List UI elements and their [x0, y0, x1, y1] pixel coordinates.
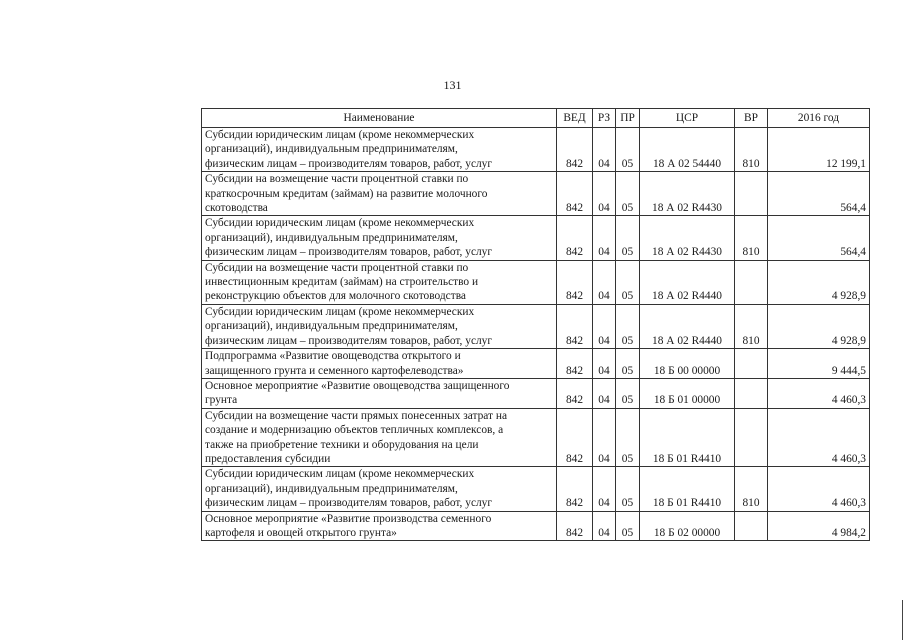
row-amount-cell: 4 984,2: [768, 511, 870, 541]
row-name-line: организаций), индивидуальным предпринимателям,: [205, 320, 458, 333]
budget-table: [201, 108, 870, 541]
row-name-line: Субсидии на возмещение части процентной ставки по: [205, 261, 469, 274]
row-csr-cell: 18 А 02 R4430: [640, 216, 735, 260]
row-name-line: грунта: [205, 394, 238, 407]
row-name-line: Подпрограмма «Развитие овощеводства открытого и: [205, 350, 461, 363]
row-name-line: Субсидии на возмещение части процентной ставки по: [205, 173, 469, 186]
row-amount-cell: 12 199,1: [768, 128, 870, 172]
row-name-line: реконструкцию объектов для молочного скотоводства: [205, 290, 466, 303]
row-name-line: организаций), индивидуальным предпринимателям,: [205, 231, 458, 244]
table-row: [202, 467, 870, 511]
row-pr-cell: 05: [616, 349, 640, 379]
row-amount-cell: 564,4: [768, 172, 870, 216]
row-vr-cell: [735, 378, 768, 408]
row-csr-cell: 18 Б 01 00000: [640, 378, 735, 408]
row-amount-cell: 4 460,3: [768, 467, 870, 511]
row-name-cell: [202, 349, 557, 379]
row-name-line: организаций), индивидуальным предпринимателям,: [205, 143, 458, 156]
row-name-line: физическим лицам – производителям товаров, работ, услуг: [205, 497, 493, 510]
row-rz-cell: 04: [593, 216, 616, 260]
row-name-line: также на приобретение техники и оборудования на цели: [205, 438, 479, 451]
row-vr-cell: [735, 408, 768, 467]
header-ved: ВЕД: [557, 109, 593, 128]
row-name-line: Основное мероприятие «Развитие овощеводства защищенного: [205, 379, 510, 392]
header-rz: РЗ: [593, 109, 616, 128]
row-vr-cell: [735, 511, 768, 541]
row-pr-cell: 05: [616, 304, 640, 348]
row-ved-cell: 842: [557, 378, 593, 408]
row-csr-cell: 18 А 02 R4440: [640, 304, 735, 348]
table-row: [202, 128, 870, 172]
row-pr-cell: 05: [616, 128, 640, 172]
row-pr-cell: 05: [616, 467, 640, 511]
row-vr-cell: 810: [735, 304, 768, 348]
row-name-cell: [202, 128, 557, 172]
table-row: [202, 511, 870, 541]
header-year: 2016 год: [768, 109, 870, 128]
row-name-line: Субсидии на возмещение части прямых понесенных затрат на: [205, 409, 508, 422]
row-ved-cell: 842: [557, 408, 593, 467]
row-amount-cell: 9 444,5: [768, 349, 870, 379]
row-name-line: инвестиционным кредитам (займам) на строительство и: [205, 276, 479, 289]
row-vr-cell: [735, 349, 768, 379]
row-pr-cell: 05: [616, 511, 640, 541]
table-row: [202, 172, 870, 216]
row-name-cell: [202, 467, 557, 511]
row-amount-cell: 4 460,3: [768, 408, 870, 467]
row-csr-cell: 18 Б 00 00000: [640, 349, 735, 379]
row-name-line: скотоводства: [205, 202, 268, 215]
row-ved-cell: 842: [557, 349, 593, 379]
row-name-cell: [202, 511, 557, 541]
row-name-line: предоставления субсидии: [205, 452, 331, 465]
row-name-line: физическим лицам – производителям товаров, работ, услуг: [205, 246, 493, 259]
row-csr-cell: 18 Б 02 00000: [640, 511, 735, 541]
row-name-cell: [202, 172, 557, 216]
row-vr-cell: 810: [735, 216, 768, 260]
page-edge-line: [902, 600, 903, 640]
header-pr: ПР: [616, 109, 640, 128]
row-rz-cell: 04: [593, 378, 616, 408]
row-ved-cell: 842: [557, 511, 593, 541]
row-csr-cell: 18 А 02 54440: [640, 128, 735, 172]
header-name: Наименование: [202, 109, 557, 128]
page-number: 131: [443, 78, 462, 92]
table-row: [202, 408, 870, 467]
row-pr-cell: 05: [616, 172, 640, 216]
row-name-cell: [202, 378, 557, 408]
header-csr: ЦСР: [640, 109, 735, 128]
row-rz-cell: 04: [593, 408, 616, 467]
row-amount-cell: 4 928,9: [768, 260, 870, 304]
row-rz-cell: 04: [593, 172, 616, 216]
row-name-line: краткосрочным кредитам (займам) на развитие молочного: [205, 187, 488, 200]
row-vr-cell: 810: [735, 467, 768, 511]
row-ved-cell: 842: [557, 304, 593, 348]
table-row: [202, 304, 870, 348]
row-pr-cell: 05: [616, 378, 640, 408]
row-pr-cell: 05: [616, 216, 640, 260]
row-rz-cell: 04: [593, 260, 616, 304]
row-csr-cell: 18 А 02 R4430: [640, 172, 735, 216]
row-rz-cell: 04: [593, 128, 616, 172]
row-name-line: Основное мероприятие «Развитие производства семенного: [205, 512, 492, 525]
row-name-cell: [202, 408, 557, 467]
table-row: [202, 216, 870, 260]
row-name-line: Субсидии юридическим лицам (кроме некоммерческих: [205, 305, 475, 318]
row-ved-cell: 842: [557, 128, 593, 172]
row-name-line: организаций), индивидуальным предпринимателям,: [205, 482, 458, 495]
row-vr-cell: [735, 260, 768, 304]
table-row: [202, 260, 870, 304]
row-rz-cell: 04: [593, 349, 616, 379]
row-rz-cell: 04: [593, 467, 616, 511]
table-row: [202, 378, 870, 408]
row-name-line: физическим лицам – производителям товаров, работ, услуг: [205, 334, 493, 347]
row-ved-cell: 842: [557, 260, 593, 304]
row-name-line: создание и модернизацию объектов тепличных комплексов, а: [205, 424, 504, 437]
row-name-line: Субсидии юридическим лицам (кроме некоммерческих: [205, 468, 475, 481]
row-csr-cell: 18 Б 01 R4410: [640, 467, 735, 511]
row-amount-cell: 4 460,3: [768, 378, 870, 408]
row-name-cell: [202, 304, 557, 348]
row-amount-cell: 564,4: [768, 216, 870, 260]
row-name-cell: [202, 260, 557, 304]
row-amount-cell: 4 928,9: [768, 304, 870, 348]
row-rz-cell: 04: [593, 304, 616, 348]
row-name-line: защищенного грунта и семенного картофелеводства»: [205, 364, 464, 377]
row-rz-cell: 04: [593, 511, 616, 541]
row-name-cell: [202, 216, 557, 260]
row-vr-cell: [735, 172, 768, 216]
row-name-line: Субсидии юридическим лицам (кроме некоммерческих: [205, 129, 475, 141]
header-row: [202, 109, 870, 128]
row-name-line: Субсидии юридическим лицам (кроме некоммерческих: [205, 217, 475, 230]
row-name-line: картофеля и овощей открытого грунта»: [205, 526, 397, 539]
row-vr-cell: 810: [735, 128, 768, 172]
row-ved-cell: 842: [557, 216, 593, 260]
row-ved-cell: 842: [557, 467, 593, 511]
row-ved-cell: 842: [557, 172, 593, 216]
row-pr-cell: 05: [616, 408, 640, 467]
row-csr-cell: 18 Б 01 R4410: [640, 408, 735, 467]
row-csr-cell: 18 А 02 R4440: [640, 260, 735, 304]
header-vr: ВР: [735, 109, 768, 128]
row-pr-cell: 05: [616, 260, 640, 304]
row-name-line: физическим лицам – производителям товаров, работ, услуг: [205, 157, 493, 170]
table-row: [202, 349, 870, 379]
